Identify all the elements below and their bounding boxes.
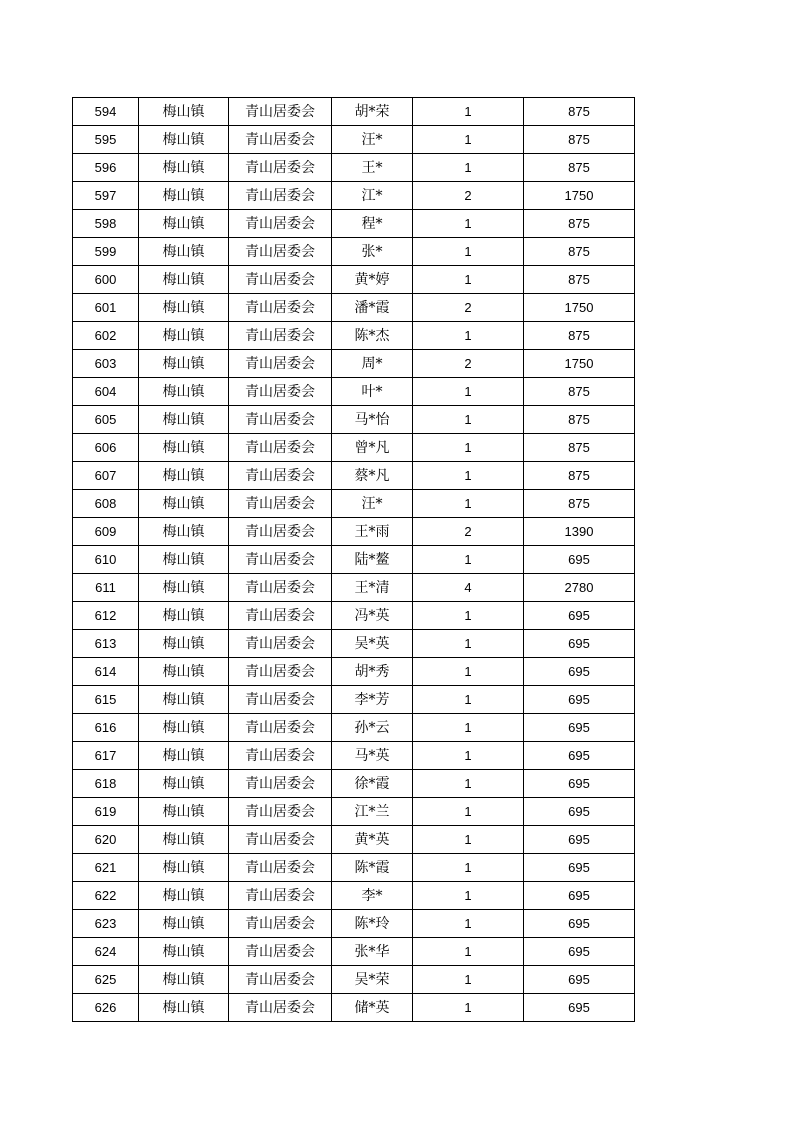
town-cell: 梅山镇 — [139, 854, 229, 882]
town-cell: 梅山镇 — [139, 966, 229, 994]
amount-cell: 695 — [524, 602, 635, 630]
table-body — [73, 98, 635, 1022]
table-row — [73, 126, 635, 154]
row-number-cell: 623 — [73, 910, 139, 938]
row-number-cell: 619 — [73, 798, 139, 826]
name-cell: 吴*英 — [332, 630, 413, 658]
name-cell: 马*怡 — [332, 406, 413, 434]
count-cell: 1 — [413, 770, 524, 798]
town-cell: 梅山镇 — [139, 938, 229, 966]
amount-cell: 695 — [524, 798, 635, 826]
table-row — [73, 742, 635, 770]
count-cell: 1 — [413, 854, 524, 882]
row-number-cell: 601 — [73, 294, 139, 322]
table-row — [73, 98, 635, 126]
row-number-cell: 614 — [73, 658, 139, 686]
town-cell: 梅山镇 — [139, 238, 229, 266]
table-row — [73, 546, 635, 574]
count-cell: 1 — [413, 322, 524, 350]
row-number-cell: 625 — [73, 966, 139, 994]
count-cell: 1 — [413, 406, 524, 434]
name-cell: 王* — [332, 154, 413, 182]
town-cell: 梅山镇 — [139, 434, 229, 462]
committee-cell: 青山居委会 — [229, 742, 332, 770]
count-cell: 1 — [413, 686, 524, 714]
town-cell: 梅山镇 — [139, 546, 229, 574]
table-row — [73, 210, 635, 238]
name-cell: 吴*荣 — [332, 966, 413, 994]
town-cell: 梅山镇 — [139, 126, 229, 154]
committee-cell: 青山居委会 — [229, 798, 332, 826]
count-cell: 1 — [413, 126, 524, 154]
count-cell: 1 — [413, 882, 524, 910]
data-table — [72, 97, 635, 1022]
town-cell: 梅山镇 — [139, 210, 229, 238]
town-cell: 梅山镇 — [139, 630, 229, 658]
committee-cell: 青山居委会 — [229, 406, 332, 434]
name-cell: 王*雨 — [332, 518, 413, 546]
row-number-cell: 603 — [73, 350, 139, 378]
committee-cell: 青山居委会 — [229, 714, 332, 742]
table-row — [73, 630, 635, 658]
committee-cell: 青山居委会 — [229, 350, 332, 378]
row-number-cell: 605 — [73, 406, 139, 434]
amount-cell: 1750 — [524, 294, 635, 322]
amount-cell: 695 — [524, 882, 635, 910]
town-cell: 梅山镇 — [139, 182, 229, 210]
town-cell: 梅山镇 — [139, 714, 229, 742]
committee-cell: 青山居委会 — [229, 238, 332, 266]
count-cell: 1 — [413, 798, 524, 826]
name-cell: 叶* — [332, 378, 413, 406]
town-cell: 梅山镇 — [139, 350, 229, 378]
town-cell: 梅山镇 — [139, 574, 229, 602]
committee-cell: 青山居委会 — [229, 630, 332, 658]
row-number-cell: 617 — [73, 742, 139, 770]
count-cell: 1 — [413, 434, 524, 462]
name-cell: 江*兰 — [332, 798, 413, 826]
table-row — [73, 910, 635, 938]
town-cell: 梅山镇 — [139, 406, 229, 434]
committee-cell: 青山居委会 — [229, 966, 332, 994]
committee-cell: 青山居委会 — [229, 294, 332, 322]
table-row — [73, 154, 635, 182]
name-cell: 程* — [332, 210, 413, 238]
row-number-cell: 606 — [73, 434, 139, 462]
table-row — [73, 322, 635, 350]
table-row — [73, 238, 635, 266]
town-cell: 梅山镇 — [139, 602, 229, 630]
committee-cell: 青山居委会 — [229, 98, 332, 126]
table-row — [73, 434, 635, 462]
committee-cell: 青山居委会 — [229, 910, 332, 938]
town-cell: 梅山镇 — [139, 266, 229, 294]
row-number-cell: 595 — [73, 126, 139, 154]
committee-cell: 青山居委会 — [229, 154, 332, 182]
name-cell: 胡*秀 — [332, 658, 413, 686]
count-cell: 2 — [413, 294, 524, 322]
table-row — [73, 350, 635, 378]
amount-cell: 695 — [524, 938, 635, 966]
committee-cell: 青山居委会 — [229, 994, 332, 1022]
amount-cell: 695 — [524, 994, 635, 1022]
town-cell: 梅山镇 — [139, 910, 229, 938]
name-cell: 徐*霞 — [332, 770, 413, 798]
count-cell: 1 — [413, 490, 524, 518]
row-number-cell: 598 — [73, 210, 139, 238]
name-cell: 周* — [332, 350, 413, 378]
amount-cell: 695 — [524, 966, 635, 994]
name-cell: 蔡*凡 — [332, 462, 413, 490]
count-cell: 1 — [413, 462, 524, 490]
amount-cell: 875 — [524, 126, 635, 154]
town-cell: 梅山镇 — [139, 742, 229, 770]
count-cell: 1 — [413, 910, 524, 938]
row-number-cell: 609 — [73, 518, 139, 546]
amount-cell: 695 — [524, 686, 635, 714]
row-number-cell: 616 — [73, 714, 139, 742]
count-cell: 2 — [413, 182, 524, 210]
committee-cell: 青山居委会 — [229, 518, 332, 546]
amount-cell: 2780 — [524, 574, 635, 602]
committee-cell: 青山居委会 — [229, 462, 332, 490]
count-cell: 1 — [413, 154, 524, 182]
count-cell: 1 — [413, 602, 524, 630]
row-number-cell: 615 — [73, 686, 139, 714]
town-cell: 梅山镇 — [139, 154, 229, 182]
name-cell: 陈*杰 — [332, 322, 413, 350]
count-cell: 1 — [413, 238, 524, 266]
name-cell: 王*清 — [332, 574, 413, 602]
table-row — [73, 182, 635, 210]
table-row — [73, 462, 635, 490]
amount-cell: 875 — [524, 462, 635, 490]
amount-cell: 875 — [524, 210, 635, 238]
count-cell: 1 — [413, 742, 524, 770]
name-cell: 陈*玲 — [332, 910, 413, 938]
committee-cell: 青山居委会 — [229, 126, 332, 154]
count-cell: 1 — [413, 658, 524, 686]
town-cell: 梅山镇 — [139, 770, 229, 798]
row-number-cell: 604 — [73, 378, 139, 406]
row-number-cell: 618 — [73, 770, 139, 798]
amount-cell: 1390 — [524, 518, 635, 546]
committee-cell: 青山居委会 — [229, 266, 332, 294]
row-number-cell: 596 — [73, 154, 139, 182]
count-cell: 1 — [413, 938, 524, 966]
town-cell: 梅山镇 — [139, 826, 229, 854]
committee-cell: 青山居委会 — [229, 826, 332, 854]
row-number-cell: 611 — [73, 574, 139, 602]
amount-cell: 695 — [524, 714, 635, 742]
row-number-cell: 620 — [73, 826, 139, 854]
town-cell: 梅山镇 — [139, 378, 229, 406]
count-cell: 1 — [413, 546, 524, 574]
committee-cell: 青山居委会 — [229, 938, 332, 966]
count-cell: 2 — [413, 518, 524, 546]
row-number-cell: 610 — [73, 546, 139, 574]
name-cell: 黄*英 — [332, 826, 413, 854]
town-cell: 梅山镇 — [139, 994, 229, 1022]
name-cell: 陆*鳌 — [332, 546, 413, 574]
name-cell: 张*华 — [332, 938, 413, 966]
committee-cell: 青山居委会 — [229, 322, 332, 350]
table-row — [73, 266, 635, 294]
row-number-cell: 599 — [73, 238, 139, 266]
row-number-cell: 624 — [73, 938, 139, 966]
amount-cell: 875 — [524, 322, 635, 350]
row-number-cell: 597 — [73, 182, 139, 210]
amount-cell: 695 — [524, 630, 635, 658]
town-cell: 梅山镇 — [139, 490, 229, 518]
committee-cell: 青山居委会 — [229, 434, 332, 462]
committee-cell: 青山居委会 — [229, 770, 332, 798]
row-number-cell: 626 — [73, 994, 139, 1022]
table-row — [73, 294, 635, 322]
name-cell: 曾*凡 — [332, 434, 413, 462]
count-cell: 2 — [413, 350, 524, 378]
name-cell: 马*英 — [332, 742, 413, 770]
committee-cell: 青山居委会 — [229, 378, 332, 406]
committee-cell: 青山居委会 — [229, 686, 332, 714]
count-cell: 1 — [413, 994, 524, 1022]
committee-cell: 青山居委会 — [229, 854, 332, 882]
row-number-cell: 622 — [73, 882, 139, 910]
row-number-cell: 608 — [73, 490, 139, 518]
amount-cell: 875 — [524, 434, 635, 462]
table-row — [73, 686, 635, 714]
table-row — [73, 798, 635, 826]
row-number-cell: 594 — [73, 98, 139, 126]
town-cell: 梅山镇 — [139, 294, 229, 322]
table-row — [73, 966, 635, 994]
committee-cell: 青山居委会 — [229, 182, 332, 210]
town-cell: 梅山镇 — [139, 798, 229, 826]
town-cell: 梅山镇 — [139, 882, 229, 910]
committee-cell: 青山居委会 — [229, 210, 332, 238]
amount-cell: 875 — [524, 238, 635, 266]
count-cell: 1 — [413, 630, 524, 658]
amount-cell: 695 — [524, 826, 635, 854]
row-number-cell: 602 — [73, 322, 139, 350]
amount-cell: 695 — [524, 742, 635, 770]
amount-cell: 695 — [524, 770, 635, 798]
table-row — [73, 826, 635, 854]
count-cell: 1 — [413, 210, 524, 238]
name-cell: 孙*云 — [332, 714, 413, 742]
amount-cell: 1750 — [524, 350, 635, 378]
count-cell: 1 — [413, 378, 524, 406]
committee-cell: 青山居委会 — [229, 546, 332, 574]
row-number-cell: 612 — [73, 602, 139, 630]
name-cell: 汪* — [332, 490, 413, 518]
amount-cell: 695 — [524, 854, 635, 882]
table-row — [73, 770, 635, 798]
table-row — [73, 406, 635, 434]
amount-cell: 695 — [524, 658, 635, 686]
table-row — [73, 994, 635, 1022]
name-cell: 储*英 — [332, 994, 413, 1022]
town-cell: 梅山镇 — [139, 322, 229, 350]
table-row — [73, 714, 635, 742]
town-cell: 梅山镇 — [139, 462, 229, 490]
count-cell: 1 — [413, 714, 524, 742]
table-row — [73, 854, 635, 882]
name-cell: 李* — [332, 882, 413, 910]
amount-cell: 875 — [524, 266, 635, 294]
town-cell: 梅山镇 — [139, 98, 229, 126]
amount-cell: 875 — [524, 406, 635, 434]
committee-cell: 青山居委会 — [229, 658, 332, 686]
amount-cell: 875 — [524, 490, 635, 518]
name-cell: 江* — [332, 182, 413, 210]
row-number-cell: 600 — [73, 266, 139, 294]
name-cell: 潘*霞 — [332, 294, 413, 322]
name-cell: 黄*婷 — [332, 266, 413, 294]
table-row — [73, 518, 635, 546]
amount-cell: 1750 — [524, 182, 635, 210]
table-row — [73, 602, 635, 630]
amount-cell: 875 — [524, 154, 635, 182]
name-cell: 冯*英 — [332, 602, 413, 630]
committee-cell: 青山居委会 — [229, 574, 332, 602]
committee-cell: 青山居委会 — [229, 882, 332, 910]
amount-cell: 875 — [524, 378, 635, 406]
count-cell: 1 — [413, 826, 524, 854]
count-cell: 1 — [413, 266, 524, 294]
name-cell: 张* — [332, 238, 413, 266]
town-cell: 梅山镇 — [139, 518, 229, 546]
name-cell: 陈*霞 — [332, 854, 413, 882]
town-cell: 梅山镇 — [139, 686, 229, 714]
count-cell: 1 — [413, 966, 524, 994]
row-number-cell: 607 — [73, 462, 139, 490]
amount-cell: 695 — [524, 546, 635, 574]
row-number-cell: 621 — [73, 854, 139, 882]
count-cell: 1 — [413, 98, 524, 126]
table-row — [73, 658, 635, 686]
name-cell: 李*芳 — [332, 686, 413, 714]
name-cell: 汪* — [332, 126, 413, 154]
table-row — [73, 490, 635, 518]
town-cell: 梅山镇 — [139, 658, 229, 686]
table-row — [73, 574, 635, 602]
table-row — [73, 378, 635, 406]
table-row — [73, 882, 635, 910]
committee-cell: 青山居委会 — [229, 602, 332, 630]
committee-cell: 青山居委会 — [229, 490, 332, 518]
row-number-cell: 613 — [73, 630, 139, 658]
count-cell: 4 — [413, 574, 524, 602]
name-cell: 胡*荣 — [332, 98, 413, 126]
amount-cell: 695 — [524, 910, 635, 938]
table-row — [73, 938, 635, 966]
amount-cell: 875 — [524, 98, 635, 126]
